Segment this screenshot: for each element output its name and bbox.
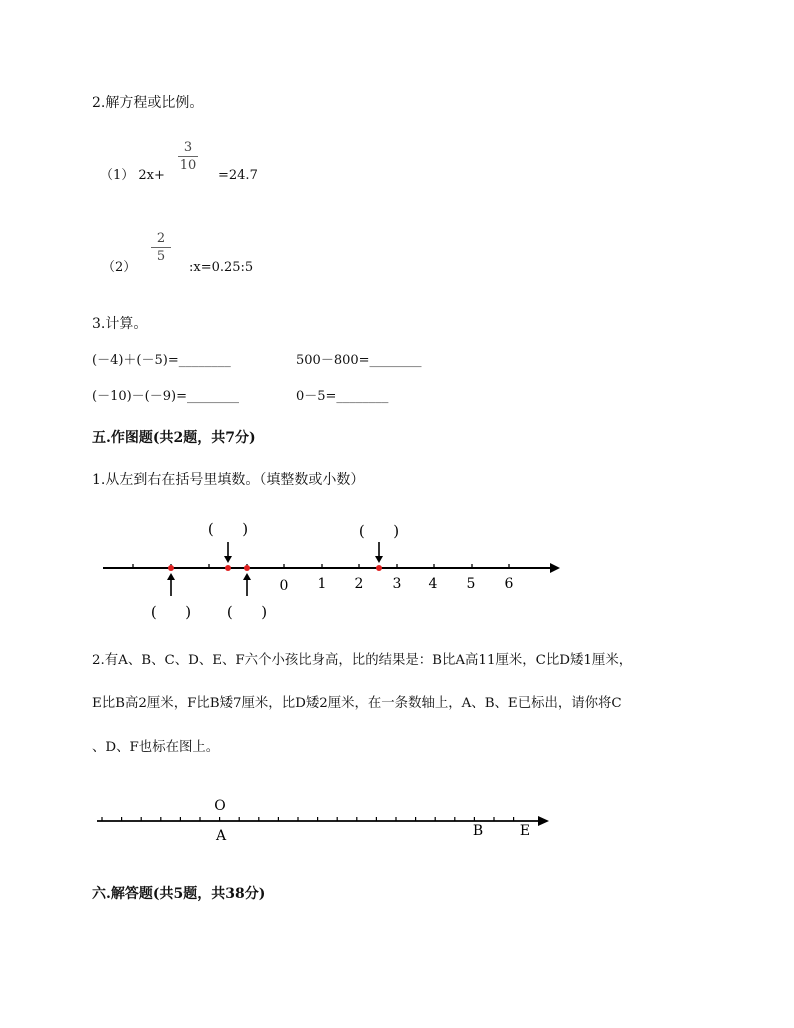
fraction-denominator: 5 — [156, 249, 166, 264]
calc-item: 500－800=________ — [296, 353, 422, 368]
calc-item: (－10)－(－9)=________ — [92, 389, 239, 404]
tick-label: 4 — [428, 576, 438, 592]
answer-parentheses: ( ) — [358, 522, 400, 540]
section-title: 3.计算。 — [92, 316, 148, 332]
calc-item: 0－5=________ — [296, 389, 389, 404]
fraction-denominator: 10 — [179, 158, 197, 173]
tick-label: 5 — [466, 576, 476, 592]
fraction-numerator: 2 — [156, 231, 166, 246]
part-heading: 六.解答题(共5题，共38分) — [92, 886, 266, 902]
point-label-e: E — [519, 823, 531, 839]
tick-label: 0 — [279, 578, 289, 594]
equation-1-prefix: （1） 2x+ — [100, 168, 165, 183]
tick-label: 6 — [504, 576, 514, 592]
part-heading: 五.作图题(共2题，共7分) — [92, 430, 256, 446]
answer-parentheses: ( ) — [226, 603, 268, 621]
answer-parentheses: ( ) — [207, 520, 249, 538]
equation-1-suffix: =24.7 — [218, 168, 258, 183]
tick-label: 2 — [354, 576, 364, 592]
question-text: E比B高2厘米，F比B矮7厘米，比D矮2厘米，在一条数轴上，A、B、E已标出，请你将C — [92, 696, 622, 711]
question-text: 、D、F也标在图上。 — [92, 740, 220, 755]
answer-parentheses: ( ) — [150, 603, 192, 621]
calc-item: (－4)＋(－5)=________ — [92, 353, 231, 368]
axis-arrow — [538, 816, 549, 826]
section-title: 2.解方程或比例。 — [92, 95, 204, 111]
question-text: 1.从左到右在括号里填数。（填整数或小数） — [92, 472, 365, 488]
origin-label: O — [214, 798, 226, 814]
question-text: 2.有A、B、C、D、E、F六个小孩比身高，比的结果是：B比A高11厘米，C比D矮1厘米， — [92, 653, 633, 668]
fraction-numerator: 3 — [183, 140, 193, 155]
point-label-a: A — [215, 828, 227, 844]
point-label-b: B — [472, 823, 484, 839]
tick-label: 3 — [392, 576, 402, 592]
tick-label: 1 — [317, 576, 327, 592]
equation-2-suffix: :x=0.25:5 — [189, 260, 254, 275]
equation-2-prefix: （2） — [102, 260, 137, 275]
